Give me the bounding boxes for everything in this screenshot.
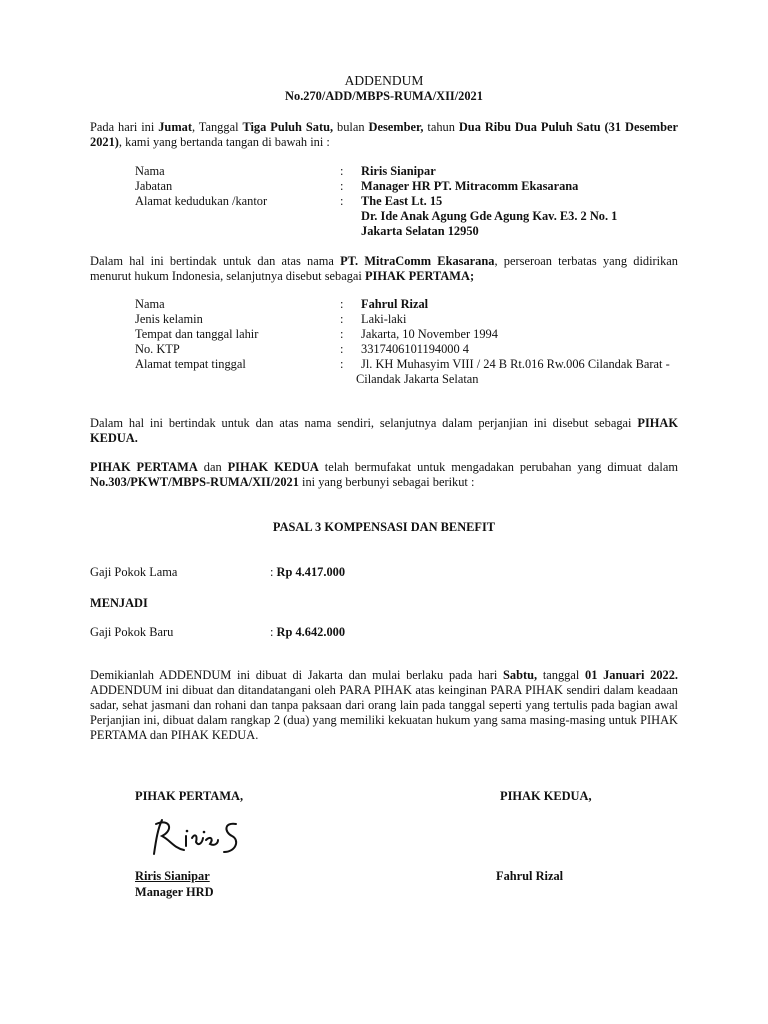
party2-label: Alamat tempat tinggal xyxy=(135,357,246,371)
party1-label: Nama xyxy=(135,164,165,178)
new-salary-label: Gaji Pokok Baru xyxy=(90,625,174,639)
agreement-paragraph: PIHAK PERTAMA dan PIHAK KEDUA telah bermufakat untuk mengadakan perubahan yang dimuat dalam No.303/PKWT/MBPS-RUMA/XII/2021 ini yang berbunyi sebagai berikut : xyxy=(90,460,678,489)
party1-label: Jabatan xyxy=(135,179,173,193)
document-title: ADDENDUM xyxy=(344,73,424,88)
party2-birth: Jakarta, 10 November 1994 xyxy=(361,327,498,341)
handwritten-signature xyxy=(140,810,250,865)
right-signer-name: Fahrul Rizal xyxy=(496,869,564,883)
party2-ktp: 3317406101194000 4 xyxy=(361,342,469,356)
party2-label: No. KTP xyxy=(135,342,180,356)
new-salary-value: : Rp 4.642.000 xyxy=(270,625,346,639)
party1-address-line: Jakarta Selatan 12950 xyxy=(361,224,479,238)
opening-paragraph: Pada hari ini Jumat, Tanggal Tiga Puluh Satu, bulan Desember, tahun Dua Ribu Dua Puluh Satu (31 Desember 2021), kami yang bertanda tangan di bawah ini : xyxy=(90,120,678,149)
party1-address: The East Lt. 15 xyxy=(361,194,443,208)
party2-gender: Laki-laki xyxy=(361,312,407,326)
document-number: No.270/ADD/MBPS-RUMA/XII/2021 xyxy=(285,89,483,103)
party2-name: Fahrul Rizal xyxy=(361,297,429,311)
party1-position: Manager HR PT. Mitracomm Ekasarana xyxy=(361,179,579,193)
party2-label: Tempat dan tanggal lahir xyxy=(135,327,259,341)
old-salary-label: Gaji Pokok Lama xyxy=(90,565,178,579)
addendum-page: ADDENDUM No.270/ADD/MBPS-RUMA/XII/2021 Pada hari ini Jumat, Tanggal Tiga Puluh Satu, bulan Desember, tahun Dua Ribu Dua Puluh Satu (31 Desember 2021), kami yang bertanda tangan di bawah ini : Nama : Riris Sianipar Jabatan : Manager HR PT. Mitracomm Ekasarana Alamat kedudukan /kantor : The East Lt. 15 Dr. Ide Anak Agung Gde Agung Kav. E3. 2 No. 1 Jakarta Selatan 12950 Dalam hal ini bertindak untuk dan atas nama PT. MitraComm Ekasarana, perseroan terbatas yang didirikan menurut hukum Indonesia, selanjutnya disebut sebagai PIHAK PERTAMA; Nama : Fahrul Rizal Jenis kelamin : Laki-laki Tempat dan tanggal lahir : Jakarta, 10 November 1994 No. KTP : 3317406101194000 4 Alamat tempat tinggal : Jl. KH Muhasyim VIII / 24 B Rt.016 Rw.006 Cilandak Barat - Cilandak Jakarta Selatan Dalam hal ini bertindak untuk dan atas nama sendiri, selanjutnya dalam perjanjian ini disebut sebagai PIHAK KEDUA. PIHAK PERTAMA dan PIHAK KEDUA telah bermufakat untuk mengadakan perubahan yang dimuat dalam No.303/PKWT/MBPS-RUMA/XII/2021 ini yang berbunyi sebagai berikut : PASAL 3 KOMPENSASI DAN BENEFIT Gaji Pokok Lama : Rp 4.417.000 MENJADI Gaji Pokok Baru : Rp 4.642.000 Demikianlah ADDENDUM ini dibuat di Jakarta dan mulai berlaku pada hari Sabtu, tanggal 01 Januari 2022. ADDENDUM ini dibuat dan ditandatangani oleh PARA PIHAK atas keinginan PARA PIHAK sendiri dalam keadaan sadar, sehat jasmani dan rohani dan tanpa paksaan dari orang lain pada tanggal seperti yang tertulis pada bagian awal Perjanjian ini, dibuat dalam rangkap 2 (dua) yang memiliki kekuatan hukum yang sama masing-masing untuk PIHAK PERTAMA dan PIHAK KEDUA. PIHAK PERTAMA, PIHAK KEDUA, Riris Sianipar Manager HRD Fahrul Rizal xyxy=(0,0,768,1024)
left-signer-name: Riris Sianipar xyxy=(135,869,210,883)
becomes-label: MENJADI xyxy=(90,596,148,610)
party2-label: Nama xyxy=(135,297,165,311)
signature-icon xyxy=(140,810,250,865)
party2-address: Jl. KH Muhasyim VIII / 24 B Rt.016 Rw.006 Cilandak Barat - xyxy=(361,357,670,371)
party1-paragraph: Dalam hal ini bertindak untuk dan atas nama PT. MitraComm Ekasarana, perseroan terbatas yang didirikan menurut hukum Indonesia, selanjutnya disebut sebagai PIHAK PERTAMA; xyxy=(90,254,678,283)
party2-paragraph: Dalam hal ini bertindak untuk dan atas nama sendiri, selanjutnya dalam perjanjian ini disebut sebagai PIHAK KEDUA. xyxy=(90,416,678,445)
left-signature-heading: PIHAK PERTAMA, xyxy=(135,789,244,803)
party1-address-line: Dr. Ide Anak Agung Gde Agung Kav. E3. 2 No. 1 xyxy=(361,209,618,223)
left-signer-title: Manager HRD xyxy=(135,885,214,899)
pasal-title: PASAL 3 KOMPENSASI DAN BENEFIT xyxy=(272,520,496,534)
closing-paragraph: Demikianlah ADDENDUM ini dibuat di Jakarta dan mulai berlaku pada hari Sabtu, tanggal 01 Januari 2022. ADDENDUM ini dibuat dan ditandatangani oleh PARA PIHAK atas keinginan PARA PIHAK sendiri dalam keadaan sadar, sehat jasmani dan rohani dan tanpa paksaan dari orang lain pada tanggal seperti yang tertulis pada bagian awal Perjanjian ini, dibuat dalam rangkap 2 (dua) yang memiliki kekuatan hukum yang sama masing-masing untuk PIHAK PERTAMA dan PIHAK KEDUA. xyxy=(90,668,679,742)
party1-name: Riris Sianipar xyxy=(361,164,436,178)
party1-label: Alamat kedudukan /kantor xyxy=(135,194,268,208)
party2-label: Jenis kelamin xyxy=(135,312,203,326)
old-salary-value: : Rp 4.417.000 xyxy=(270,565,346,579)
right-signature-heading: PIHAK KEDUA, xyxy=(500,789,592,803)
party2-address-line: Cilandak Jakarta Selatan xyxy=(356,372,479,386)
